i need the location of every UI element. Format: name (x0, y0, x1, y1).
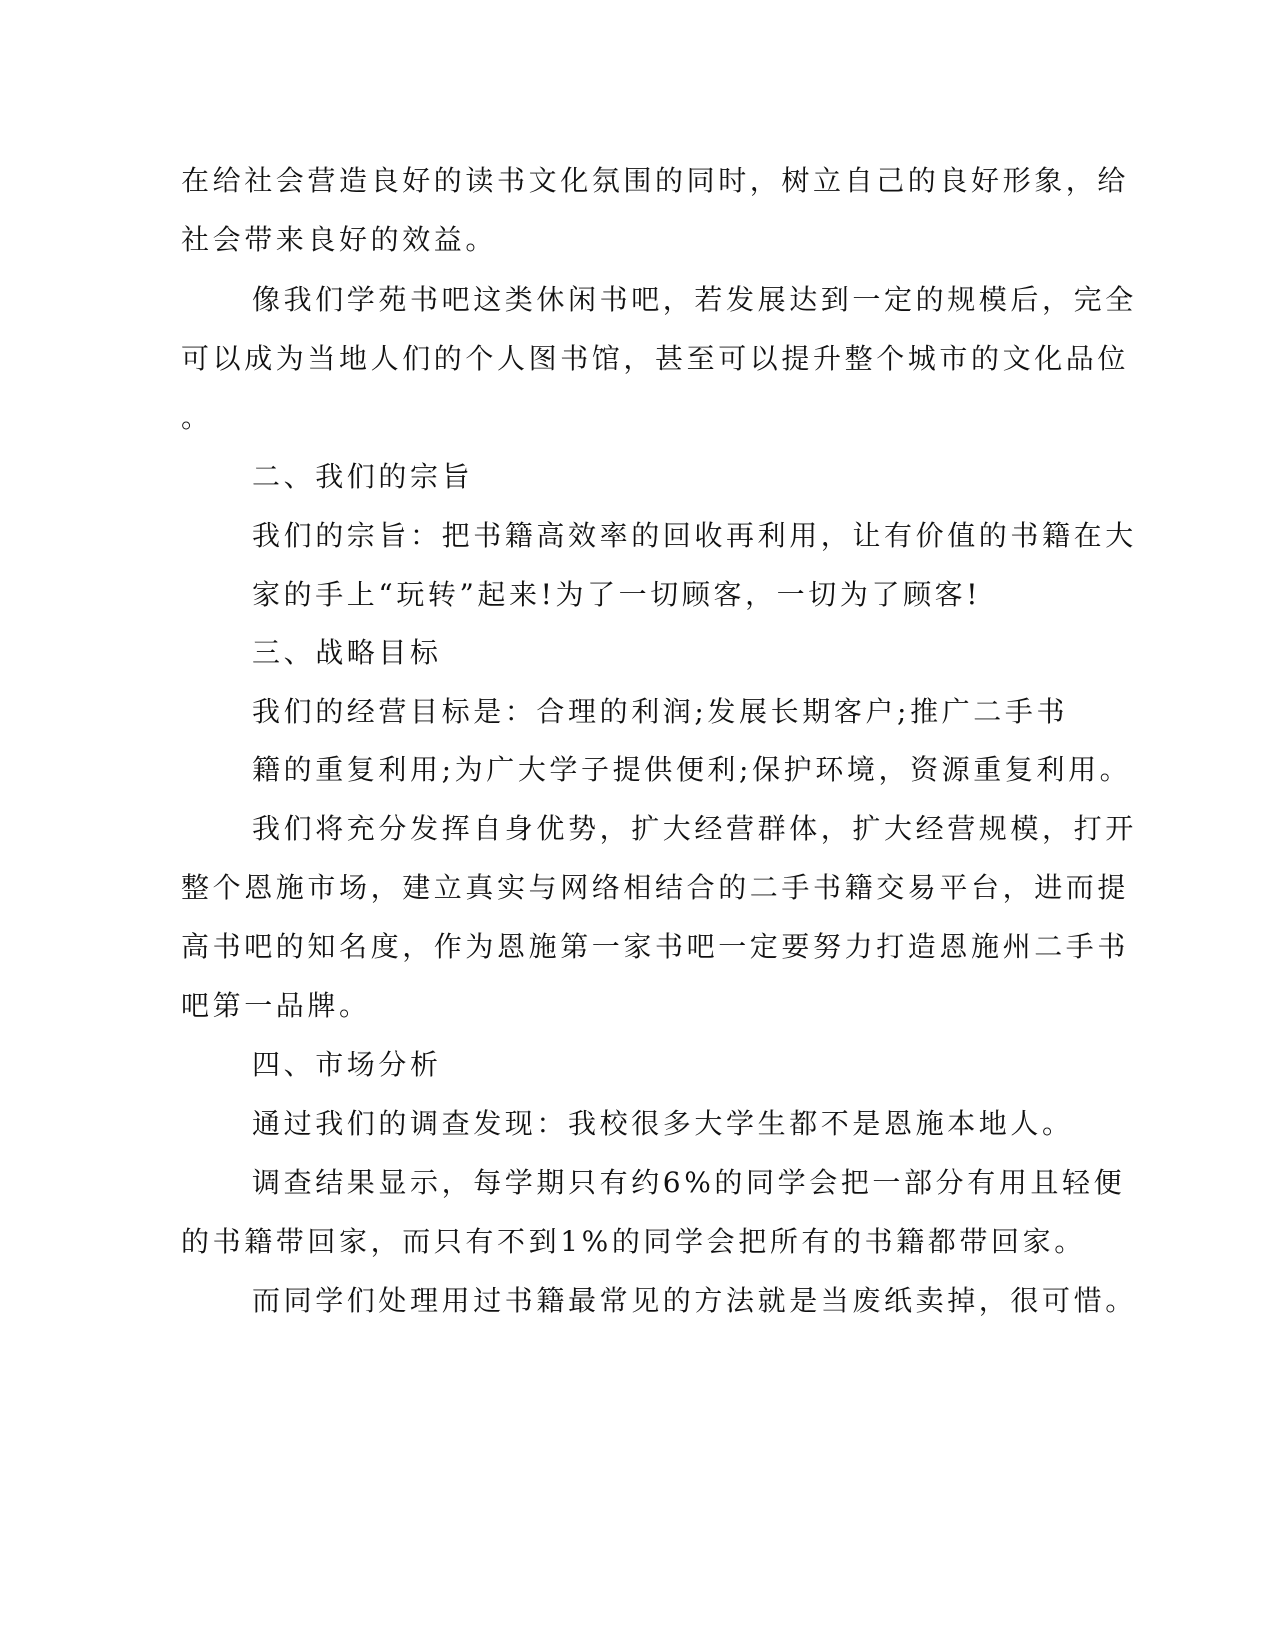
paragraph-line: 我们的宗旨：把书籍高效率的回收再利用，让有价值的书籍在大 (252, 519, 1137, 552)
paragraph-line: 。 (181, 401, 213, 434)
paragraph-line: 高书吧的知名度，作为恩施第一家书吧一定要努力打造恩施州二手书 (181, 930, 1130, 963)
section-heading: 四、市场分析 (252, 1048, 442, 1081)
paragraph-line: 籍的重复利用;为广大学子提供便利;保护环境，资源重复利用。 (252, 753, 1132, 786)
paragraph-line: 整个恩施市场，建立真实与网络相结合的二手书籍交易平台，进而提 (181, 871, 1130, 904)
paragraph-line: 家的手上“玩转”起来!为了一切顾客，一切为了顾客! (252, 578, 982, 611)
section-heading: 三、战略目标 (252, 636, 442, 669)
paragraph-line: 的书籍带回家，而只有不到1%的同学会把所有的书籍都带回家。 (181, 1225, 1086, 1258)
paragraph-line: 可以成为当地人们的个人图书馆，甚至可以提升整个城市的文化品位 (181, 342, 1130, 375)
paragraph-line: 我们的经营目标是：合理的利润;发展长期客户;推广二手书 (252, 695, 1069, 728)
paragraph-line: 像我们学苑书吧这类休闲书吧，若发展达到一定的规模后，完全 (252, 283, 1137, 316)
paragraph-line: 社会带来良好的效益。 (181, 223, 498, 256)
paragraph-line: 通过我们的调查发现：我校很多大学生都不是恩施本地人。 (252, 1107, 1074, 1140)
paragraph-line: 而同学们处理用过书籍最常见的方法就是当废纸卖掉，很可惜。 (252, 1284, 1137, 1317)
section-heading: 二、我们的宗旨 (252, 460, 474, 493)
paragraph-line: 在给社会营造良好的读书文化氛围的同时，树立自己的良好形象，给 (181, 164, 1130, 197)
paragraph-line: 我们将充分发挥自身优势，扩大经营群体，扩大经营规模，打开 (252, 812, 1137, 845)
paragraph-line: 调查结果显示，每学期只有约6%的同学会把一部分有用且轻便 (252, 1166, 1126, 1199)
paragraph-line: 吧第一品牌。 (181, 989, 371, 1022)
